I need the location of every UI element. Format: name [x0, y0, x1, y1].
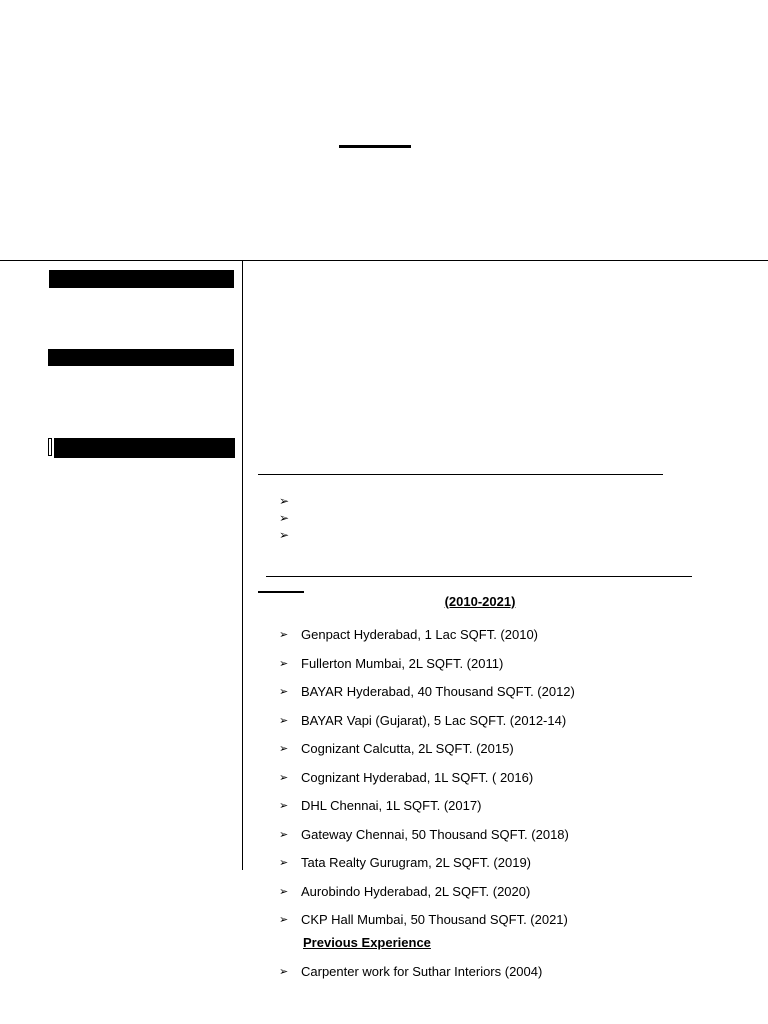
- arrowhead-bullet-icon: ➢: [279, 799, 289, 813]
- arrowhead-bullet-icon: ➢: [279, 742, 289, 756]
- list-item-text: Gateway Chennai, 50 Thousand SQFT. (2018): [301, 826, 569, 842]
- list-item-text: Cognizant Calcutta, 2L SQFT. (2015): [301, 741, 514, 757]
- list-item-text: Carpenter work for Suthar Interiors (2004): [301, 964, 543, 979]
- list-item: [279, 849, 739, 878]
- arrowhead-bullet-icon: ➢: [279, 528, 290, 542]
- section-rule-2: [266, 576, 692, 577]
- arrowhead-bullet-icon: ➢: [279, 685, 289, 699]
- list-item: [279, 821, 739, 850]
- redacted-heading-3-marker: [48, 438, 52, 456]
- list-item-text: Aurobindo Hyderabad, 2L SQFT. (2020): [301, 883, 531, 899]
- section-rule-3: [258, 591, 304, 593]
- list-item: [279, 735, 739, 764]
- arrowhead-bullet-icon: ➢: [279, 827, 289, 841]
- arrowhead-bullet-icon: ➢: [279, 511, 290, 525]
- list-item-text: BAYAR Vapi (Gujarat), 5 Lac SQFT. (2012-14): [301, 712, 567, 728]
- arrowhead-bullet-icon: ➢: [279, 856, 289, 870]
- header-divider: [0, 260, 768, 261]
- list-item: [279, 792, 739, 821]
- arrowhead-bullet-icon: ➢: [279, 656, 289, 670]
- list-item: [279, 963, 739, 981]
- list-item: [279, 764, 739, 793]
- arrowhead-bullet-icon: ➢: [279, 494, 290, 508]
- list-item-text: CKP Hall Mumbai, 50 Thousand SQFT. (2021): [301, 912, 568, 928]
- list-item-text: Tata Realty Gurugram, 2L SQFT. (2019): [301, 855, 532, 871]
- arrowhead-bullet-icon: ➢: [279, 628, 289, 642]
- list-item-text: DHL Chennai, 1L SQFT. (2017): [301, 798, 482, 814]
- arrowhead-bullet-icon: ➢: [279, 713, 289, 727]
- section-rule-1: [258, 474, 663, 475]
- list-item: [279, 906, 739, 935]
- arrowhead-bullet-icon: ➢: [279, 884, 289, 898]
- column-divider: [242, 260, 243, 870]
- arrowhead-bullet-icon: ➢: [279, 913, 289, 927]
- redacted-heading-2: [48, 349, 234, 366]
- list-item: [279, 650, 739, 679]
- arrowhead-bullet-icon: ➢: [279, 965, 289, 978]
- title-underline: [339, 145, 411, 148]
- previous-experience-heading: Previous Experience: [303, 935, 431, 950]
- previous-experience-list: [279, 963, 739, 981]
- list-item: [279, 878, 739, 907]
- experience-period: (2010-2021): [444, 594, 516, 609]
- list-item: [279, 707, 739, 736]
- list-item-text: Genpact Hyderabad, 1 Lac SQFT. (2010): [301, 627, 539, 643]
- list-item: [279, 621, 739, 650]
- list-item-text: Cognizant Hyderabad, 1L SQFT. ( 2016): [301, 769, 534, 785]
- project-list: [279, 621, 739, 935]
- list-item-text: Fullerton Mumbai, 2L SQFT. (2011): [301, 655, 504, 671]
- redacted-heading-3: [54, 438, 235, 458]
- arrowhead-bullet-icon: ➢: [279, 770, 289, 784]
- list-item-text: BAYAR Hyderabad, 40 Thousand SQFT. (2012): [301, 684, 575, 700]
- list-item: [279, 678, 739, 707]
- redacted-heading-1: [49, 270, 234, 288]
